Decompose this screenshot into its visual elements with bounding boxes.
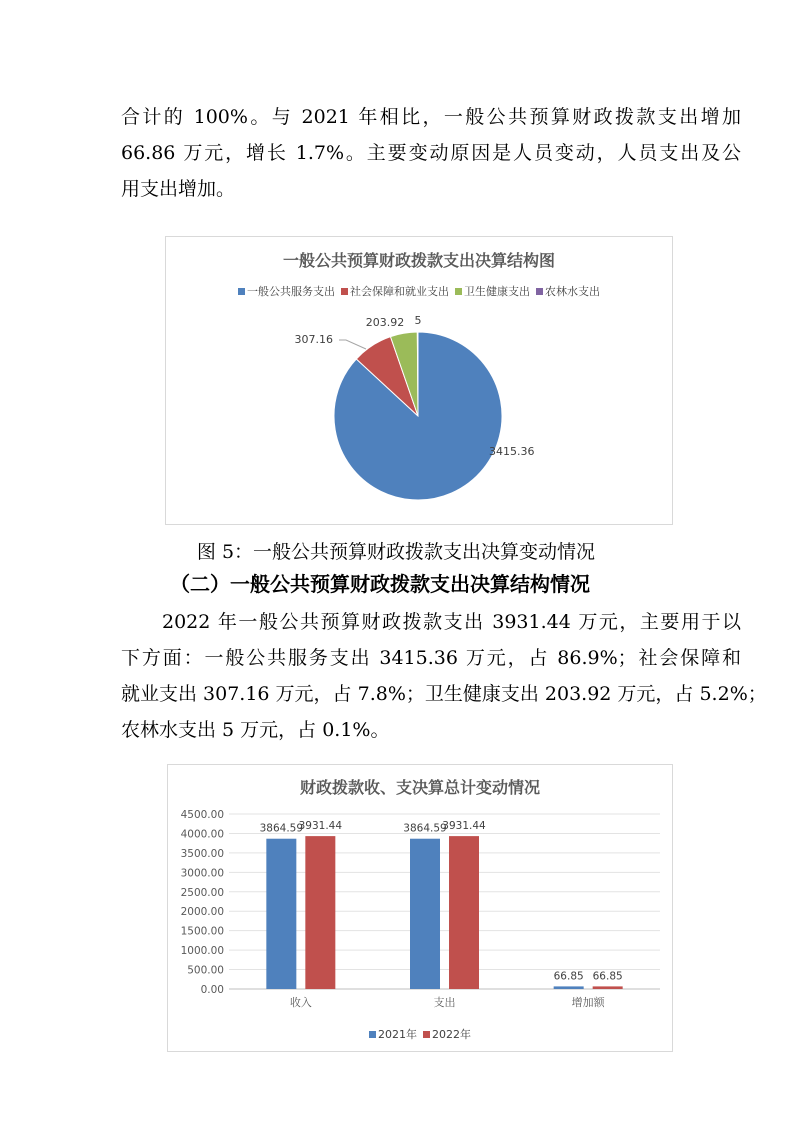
pie-legend-label: 卫生健康支出 — [464, 285, 530, 298]
y-tick-label: 2500.00 — [180, 886, 224, 899]
y-tick-label: 1000.00 — [180, 945, 224, 958]
bar-data-label: 66.85 — [553, 970, 584, 983]
bar — [449, 836, 479, 989]
pie-data-label: 3415.36 — [489, 445, 535, 458]
bar-chart-frame — [167, 764, 673, 1052]
bar-data-label: 3864.59 — [259, 822, 304, 835]
section-heading: （二）一般公共预算财政拨款支出决算结构情况 — [170, 572, 590, 596]
pie-legend-label: 农林水支出 — [545, 285, 600, 298]
y-tick-label: 0.00 — [200, 984, 224, 996]
text-line: 2022 年一般公共预算财政拨款支出 3931.44 万元，主要用于以 — [162, 611, 741, 633]
bar — [410, 839, 440, 989]
text-line: 用支出增加。 — [121, 178, 236, 200]
bar — [266, 839, 296, 989]
text-line: 66.86 万元，增长 1.7%。主要变动原因是人员变动，人员支出及公 — [121, 142, 741, 164]
bar-data-label: 3931.44 — [442, 820, 486, 833]
bar-legend-item — [423, 1026, 471, 1042]
pie-chart — [166, 237, 672, 524]
x-tick-label: 收入 — [289, 996, 312, 1009]
y-tick-label: 4000.00 — [180, 828, 224, 841]
pie-chart-title: 一般公共预算财政拨款支出决算结构图 — [282, 251, 555, 270]
bar-legend-swatch — [423, 1031, 430, 1038]
bar — [554, 986, 584, 989]
y-tick-label: 1500.00 — [180, 925, 224, 938]
x-tick-label: 增加额 — [571, 996, 605, 1009]
y-tick-label: 3000.00 — [180, 867, 224, 880]
bar-chart-legend — [168, 1026, 672, 1042]
bar — [305, 836, 335, 989]
bar — [593, 986, 623, 989]
bar-data-label: 3931.44 — [298, 820, 343, 833]
pie-data-label: 5 — [414, 314, 422, 327]
text-line: 合计的 100%。与 2021 年相比，一般公共预算财政拨款支出增加 — [121, 106, 741, 128]
text-line: 下方面：一般公共服务支出 3415.36 万元，占 86.9%；社会保障和 — [121, 647, 741, 669]
bar-chart-title: 财政拨款收、支决算总计变动情况 — [299, 778, 540, 797]
intro-paragraph — [121, 99, 741, 207]
text-line: 就业支出 307.16 万元，占 7.8%；卫生健康支出 203.92 万元，占 5.2%； — [121, 683, 767, 705]
pie-leader-line — [339, 340, 366, 349]
bar-data-label: 3864.59 — [403, 822, 447, 835]
pie-chart-frame — [165, 236, 673, 525]
y-tick-label: 2000.00 — [180, 906, 224, 919]
x-tick-label: 支出 — [433, 996, 456, 1009]
pie-data-label: 203.92 — [365, 316, 405, 329]
y-tick-label: 3500.00 — [180, 847, 224, 860]
bar-legend-item — [369, 1026, 417, 1042]
pie-legend-label: 一般公共服务支出 — [247, 285, 335, 298]
text-line: 农林水支出 5 万元，占 0.1%。 — [121, 719, 390, 741]
pie-data-label: 307.16 — [294, 333, 333, 346]
bar-data-label: 66.85 — [592, 970, 623, 983]
figure-caption: 图 5：一般公共预算财政拨款支出决算变动情况 — [196, 541, 596, 563]
bar-legend-swatch — [369, 1031, 376, 1038]
structure-paragraph — [121, 604, 767, 748]
bar-legend-label: 2021年 — [378, 1028, 417, 1041]
y-tick-label: 500.00 — [187, 964, 224, 977]
pie-slice — [417, 332, 418, 416]
bar-legend-label: 2022年 — [432, 1028, 471, 1041]
pie-legend-label: 社会保障和就业支出 — [350, 285, 449, 298]
bar-chart — [168, 765, 672, 1051]
y-tick-label: 4500.00 — [180, 809, 224, 821]
